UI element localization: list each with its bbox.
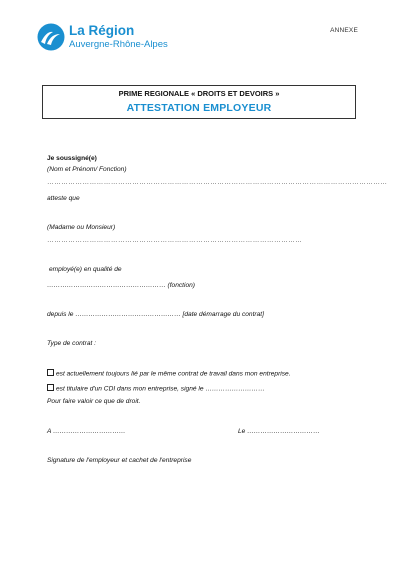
civilite-field[interactable]: ……………………………………………………………………………………………… [47, 237, 303, 244]
checkbox-2[interactable] [47, 384, 54, 391]
option-2[interactable] [47, 384, 265, 393]
option-2-label: est titulaire d'un CDI dans mon entreprise, signé le ……………………… [56, 385, 265, 393]
type-contrat-label: Type de contrat : [47, 340, 96, 347]
header-subtitle: ATTESTATION EMPLOYEUR [126, 102, 272, 114]
checkbox-1[interactable] [47, 369, 54, 376]
header-box [42, 85, 356, 119]
logo-title: La Région [69, 23, 135, 38]
signature-label: Signature de l'employeur et cachet de l'entreprise [47, 457, 192, 464]
date-field[interactable]: Le …………………………… [238, 428, 320, 435]
lieu-field[interactable]: A …………………………… [47, 428, 126, 435]
region-logo [37, 22, 177, 54]
soussigne-label: Je soussigné(e) [47, 155, 97, 162]
depuis-field[interactable]: depuis le ………………………………………… [date démarrage du contrat] [47, 311, 264, 318]
civilite-hint: (Madame ou Monsieur) [47, 224, 116, 231]
fonction-field[interactable]: ……………………………………………… (fonction) [47, 282, 196, 289]
annex-label: ANNEXE [330, 27, 358, 34]
option-1[interactable] [47, 369, 291, 378]
option-1-label: est actuellement toujours lié par le même contrat de travail dans mon entreprise. [56, 370, 291, 378]
region-logo-icon [37, 23, 65, 51]
atteste-label: atteste que [47, 195, 80, 202]
nom-field[interactable]: ……………………………………………………………………………………………………………………………… [47, 179, 388, 186]
nom-hint: (Nom et Prénom/ Fonction) [47, 166, 127, 173]
logo-subtitle: Auvergne-Rhône-Alpes [69, 39, 168, 50]
header-title: PRIME REGIONALE « DROITS ET DEVOIRS » [118, 89, 280, 98]
faire-valoir: Pour faire valoir ce que de droit. [47, 398, 141, 405]
employe-label: employé(e) en qualité de [49, 266, 122, 273]
